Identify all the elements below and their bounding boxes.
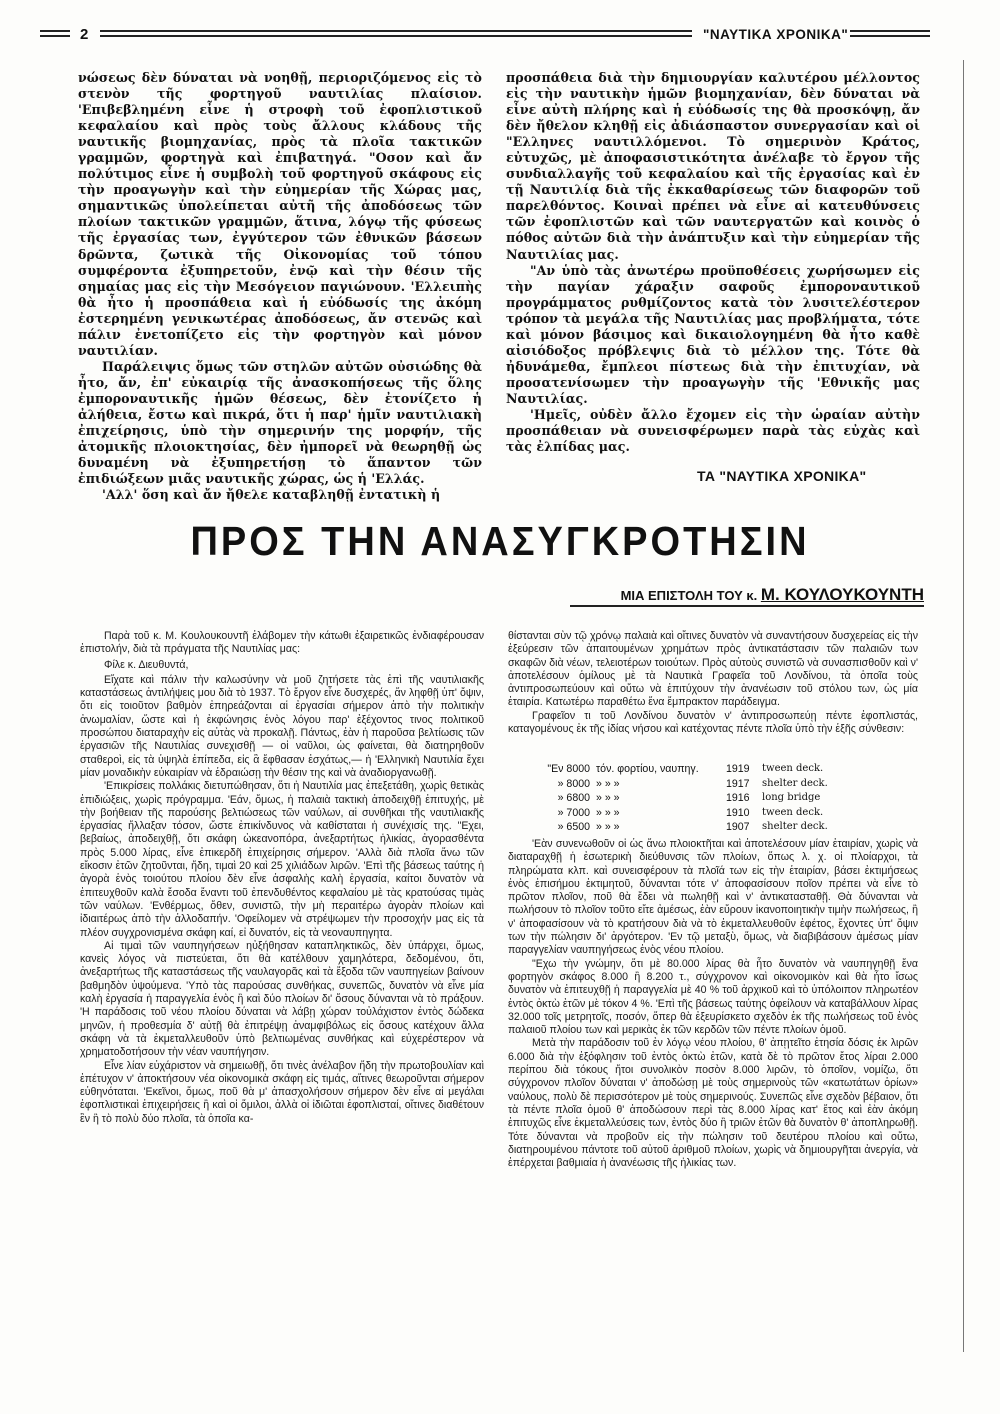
fleet-desc: » » » [596, 806, 620, 819]
fleet-desc: » » » [596, 821, 620, 833]
editorial-signature: ΤΑ "ΝΑΥΤΙΚΑ ΧΡΟΝΙΚΑ" [697, 468, 867, 484]
running-title: "ΝΑΥΤΙΚΑ ΧΡΟΝΙΚΑ" [703, 27, 849, 42]
header-rule-middle-2 [100, 35, 692, 37]
letter-salutation: Φίλε κ. Διευθυντά, [104, 658, 189, 671]
article-paragraph: 'Επικρίσεις πολλάκις διετυπώθησαν, ὅτι ἡ Ναυτιλία μας ἐπεξετάθη, χωρὶς θετικὰς ἐπιδιώξεις, χωρὶς πρόγραμμα. 'Εάν, ὅμως, ἡ παλαιὰ τακτικὴ ἀποδειχθῇ ἐπιτυχής, μὲ τὴν βοήθειαν τῆς παρούσης βελτιώσεως τῶν ναύλων, αἱ συνθῆκαι τῆς ναυτιλιακῆς ἐργασίας ἤλλαξαν τόσον, ὥστε ἐπικίνδυνος νὰ καθίσταται ἡ συνέχισίς της. "Εχει, βεβαίως, ἀποδειχθῇ, ὅτι σκάφη ὠκεανοπόρα, ἀνεξαρτήτως ἡλικίας, ἀγορασθέντα πρὸς 5.000 λίρας, εἶνε ἐπικερδῆ ἐπιχείρησις σήμερον. 'Αλλὰ διὰ πλοῖα ἄνω τῶν εἴκοσιν ἐτῶν ζητοῦνται, ἤδη, τιμαὶ 20 καὶ 25 χιλιάδων λιρῶν. 'Επὶ τῆς βάσεως ταύτης ἡ ἀγορὰ ἑνὸς τοιούτου πλοίου δὲν εἶνε ἀσφαλὴς καλὴ ἐργασία, καίτοι δυνατὸν νὰ ἐπιτευχθοῦν καλὰ ἔσοδα ἔναντι τοῦ ἐπενδυθέντος κεφαλαίου μὲ τὰς κρατούσας τιμὰς τῶν ναύλων. 'Ενθέρμως, ὅθεν, συνιστῶ, τὴν μὴ περαιτέρω ἀγορὰν πλοίων καὶ ἰδιαιτέρως ἀπὸ τὴν ἀλλοδαπήν. 'Οφείλομεν νὰ στρέψωμεν τὴν προσοχήν μας εἰς τὰ πλέον συγχρονισμένα σκάφη καί, εἰ δυνατόν, εἰς τὰ νεοναυπηγητα. [80, 780, 484, 939]
article-paragraph: Μετὰ τὴν παράδοσιν τοῦ ἐν λόγῳ νέου πλοίου, θ' ἀπῃτεῖτο ἐτησία δόσις ἐκ λιρῶν 6.000 διὰ τὴν ἐξόφλησιν τοῦ ἐντὸς ὀκτὼ ἐτῶν, κατὰ δὲ τὸ πρῶτον ἔτος λίραι 2.000 περίπου διὰ τόκους ἤτοι συνολικὸν ποσὸν 8.000 λιρῶν, τὸ ὁποῖον, νομίζω, ὅτι σύγχρονον πλοῖον δύναται ν' ἀποδώσῃ μὲ τοὺς σημερινοὺς τῶν «κατωτάτων ὁρίων» ναύλους, πολὺ δὲ περισσότερον μὲ τοὺς σημερινούς. Συνεπῶς εἶνε σχεδὸν βέβαιον, ὅτι τὰ πέντε πλοῖα ὁμοῦ θ' ἀποδώσουν περὶ τὰς 8.000 λίρας κατ' ἔτος καὶ ἐὰν ἀκόμη ἐπιτυχῶς εἶνε ἐκμεταλλεύσεις των, ἐντὸς δύο ἢ τριῶν ἐτῶν θὰ δυνατὸν θ' ἀποπληρωθῇ. Τότε δύνανται νὰ προβοῦν εἰς τὴν πώλησιν τοῦ δευτέρου πλοίου καὶ οὕτω, διατηρουμένου πάντοτε τοῦ αὐτοῦ ἀριθμοῦ πλοίων, χωρὶς νὰ δημιουργῆται ἀνεργία, νὰ ἐπέρχεται βαθμιαία ἡ ἀνανέωσις τῆς ἡλικίας των. [508, 1037, 918, 1170]
page-edge-line [963, 60, 964, 1352]
fleet-year: 1919 [726, 763, 750, 775]
editorial-right-paragraph: 'Ημεῖς, οὐδὲν ἄλλο ἔχομεν εἰς τὴν ὡραίαν αὐτὴν προσπάθειαν νὰ συνεισφέρωμεν παρὰ τὰς εὐχὰς καὶ τὰς ἐλπίδας μας. [506, 406, 920, 455]
article-paragraph: Εἶνε λίαν εὐχάριστον νὰ σημειωθῇ, ὅτι τινὲς ἀνέλαβον ἤδη τὴν πρωτοβουλίαν καὶ ἐπέτυχον ν' ἀποκτήσουν νέα οἰκονομικὰ σκάφη εἰς τιμάς, αἵτινες θεωροῦνται σήμερον εὐθηνόταται. 'Εκεῖνοι, ὅμως, ποῦ θὰ μ' ἀπασχολήσουν σήμερον δὲν εἶνε αἱ μεγάλαι ἐφοπλιστικαὶ ἐπιχειρήσεις ἢ καὶ οἱ ὅμιλοι, ἀλλὰ οἱ ἰδιῶται ἐφοπλισταί, οἵτινες διαθέτουν ἓν ἢ τὸ πολὺ δύο πλοῖα, τὰ ὁποῖα κα- [80, 1059, 484, 1125]
table-row [532, 806, 912, 821]
subtitle-prefix: ΜΙΑ ΕΠΙΣΤΟΛΗ ΤΟΥ κ. [620, 588, 758, 603]
subtitle-author: Μ. ΚΟΥΛΟΥΚΟΥΝΤΗ [760, 585, 924, 604]
article-right-column-bottom [508, 838, 918, 1170]
editorial-left-paragraph: νώσεως δὲν δύναται νὰ νοηθῇ, περιοριζόμενος εἰς τὸ στενὸν τῆς φορτηγοῦ ναυτιλίας πλαίσιον. 'Επιβεβλημένη εἶνε ἡ στροφὴ τοῦ ἐφοπλιστικοῦ κεφαλαίου καὶ πρὸς τοὺς ἄλλους κλάδους τῆς ναυτικῆς βιομηχανίας, πρὸς τὰ πλοῖα τακτικῶν γραμμῶν, φορτηγὰ καὶ ἐπιβατηγά. "Οσον καὶ ἄν πολύτιμος εἶνε ἡ συμβολὴ τοῦ φορτηγοῦ σκάφους εἰς τὴν προαγωγὴν καὶ τὴν εὐημερίαν τῆς Χώρας μας, σημαντικῶς ὑπολείπεται αὐτῆ τῆς ἀποδόσεως τῶν πλοίων τακτικῶν γραμμῶν, ἅτινα, λόγῳ τῆς φύσεως τῆς ἐργασίας των, ἐγγύτερον τῶν ἐθνικῶν βάσεων δρῶντα, ζωτικὰ τῆς Οἰκονομίας τοῦ τόπου συμφέροντα ἐξυπηρετοῦν, ἐνῷ καὶ τὴν θέσιν τῆς σημαίας μας εἰς τὴν Μεσόγειον παγιώνουν. 'Ελλειπὴς θὰ ἦτο ἡ προσπάθεια καὶ ἡ εὐόδωσίς της ἀκόμη ἐστερημένη γενικωτέρας ἀποδόσεως, ἄν στενῶς καὶ πάλιν ἐνετοπίζετο εἰς τὴν φορτηγὸν καὶ μόνον ναυτιλίαν. [78, 70, 482, 358]
fleet-table [532, 762, 912, 835]
fleet-desc: τόν. φορτίου, ναυπηγ. [596, 763, 699, 775]
editorial-left-column [78, 70, 482, 503]
article-paragraph: Εἴχατε καὶ πάλιν τὴν καλωσύνην νὰ μοῦ ζητήσετε τὰς ἐπὶ τῆς ναυτιλιακῆς καταστάσεως ἀντιλήψεις μου διὰ τὸ 1937. Τὸ ἔργον εἶνε δυσχερές, ἄν ληφθῇ ὑπ' ὄψιν, ὅτι εἰς τοιοῦτον βαθμὸν ἐπηρεάζονται αἱ ἐργασίαι σήμερον ἀπὸ τὴν πολιτικὴν ἀνωμαλίαν, ὥστε καὶ ἡ ἐκφώνησις ἑνὸς λόγου παρ' ἐξέχοντος τινος πολιτικοῦ προσώπου διαταραχὴν εἰς αὐτὰς νὰ προκαλῇ. Πάντως, ἐὰν ἡ παροῦσα βελτίωσις τῶν ἐργασιῶν τῆς Ναυτιλίας συνεχισθῇ — οἱ ναῦλοι, ὡς φαίνεται, θὰ διατηρηθοῦν σταθεροὶ, εἰς τὰ ὑψηλὰ ἐπίπεδα, εἰς ἃ ἔφθασαν ἐσχάτως,— ἡ 'Ελληνικὴ Ναυτιλία ἔχει μίαν μοναδικὴν εὐκαιρίαν νὰ ἑδραιώσῃ τὴν θέσιν της καὶ νὰ ἀναδιοργανωθῇ. [80, 673, 484, 779]
fleet-type: tween deck. [762, 806, 824, 818]
fleet-desc: » » » [596, 777, 620, 790]
fleet-year: 1907 [726, 821, 750, 833]
fleet-year: 1916 [726, 792, 750, 804]
table-row [532, 820, 912, 835]
fleet-type: tween deck. [762, 763, 824, 774]
header-rule-right-2 [850, 35, 930, 37]
table-row [532, 777, 912, 792]
editorial-left-paragraph: Παράλειψις ὅμως τῶν στηλῶν αὐτῶν οὐσιώδης θὰ ἦτο, ἄν, ἐπ' εὐκαιρίᾳ τῆς ἀνασκοπήσεως τῆς ὅλης ἐμποροναυτικῆς ἡμῶν θέσεως, δὲν ἐτονίζετο ἡ ἀλήθεια, ἔστω καὶ πικρά, ὅτι ἡ παρ' ἡμῖν ναυτιλιακὴ ἐπιχείρησις, ὑπὸ τὴν σημερινήν της μορφήν, τῆς ἀτομικῆς πλοιοκτησίας, δὲν ἠμπορεῖ νὰ θεωρηθῇ ὡς δυναμένη νὰ ἐξυπηρετήσῃ τὸ ἅπαντον τῶν ἐπιδιώξεων μιᾶς ναυτικῆς χώρας, ὡς ἡ 'Ελλάς. [78, 358, 482, 487]
table-row [532, 762, 912, 777]
fleet-tons: » 6800 [557, 792, 590, 804]
page-number: 2 [80, 26, 89, 43]
article-title: ΠΡΟΣ ΤΗΝ ΑΝΑΣΥΓΚΡΟΤΗΣΙΝ [190, 519, 810, 565]
editorial-left-paragraph: 'Αλλ' ὅση καὶ ἄν ἤθελε καταβληθῇ ἐντατικὴ ἡ [102, 487, 441, 503]
header-rule-right [850, 30, 930, 32]
article-paragraph: "Εχω τὴν γνώμην, ὅτι μὲ 80.000 λίρας θὰ ἦτο δυνατὸν νὰ ναυπηγηθῇ ἕνα φορτηγὸν σκάφος 8.000 ἢ 8.200 τ., σύγχρονον καὶ οἰκονομικὸν καὶ θὰ ἦτο ἴσως δυνατὸν νὰ ἐπιτευχθῇ ἡ παραγγελία μὲ 40 % τοῦ ἀρχικοῦ καὶ τὸ ὑπόλοιπον πληρωτέον ἐντὸς ὀκτὼ ἐτῶν μὲ τόκον 4 %. 'Επὶ τῆς βάσεως ταύτης ὀφείλουν νὰ καταβάλλουν λίρας 32.000 τοῖς μετρητοῖς, ποσόν, ὅπερ θὰ ἐξευρίσκετο σχεδὸν ἐκ τῆς πωλήσεως τοῦ ἑνὸς παλαιοῦ πλοίου των καὶ μερικὰς ἐκ τῶν κερδῶν τῶν πέντε πλοίων ὁμοῦ. [508, 957, 918, 1037]
fleet-type: shelter deck. [762, 777, 828, 789]
article-paragraph: θίστανται σὺν τῷ χρόνῳ παλαιὰ καὶ οἵτινες δυνατὸν νὰ συναντήσουν δυσχερείας εἰς τὴν ἐξεύρεσιν τῶν ἀπαιτουμένων χρημάτων πρὸς ἀντικατάστασιν τῶν παλαιῶν των σκαφῶν διὰ νέων, τελειοτέρων τοιούτων. Πρὸς αὐτοὺς συνιστῶ νὰ συνασπισθοῦν καὶ ν' ἀποτελέσουν ὁμίλους μὲ τὰ Ναυτικὰ Γραφεῖα τοῦ Λονδίνου, τὰ ὁποῖα τοὺς ἀντιπροσωπεύουν καὶ οὕτω νὰ ἐπιτύχουν τὴν ἀνανέωσιν τοῦ στόλου των, ὡς μία ἑταιρία. Κατωτέρω παραθέτω ἕνα ἔμπρακτον παράδειγμα. [508, 630, 918, 709]
fleet-tons: » 6500 [557, 821, 590, 833]
editorial-right-column [506, 70, 920, 455]
fleet-type: shelter deck. [762, 821, 828, 832]
fleet-year: 1917 [726, 777, 750, 790]
article-right-column-top [508, 630, 918, 736]
editorial-right-paragraph: προσπάθεια διὰ τὴν δημιουργίαν καλυτέρου μέλλοντος εἰς τὴν ναυτικὴν ἡμῶν βιομηχανίαν, δὲν δύναται νὰ εἶνε αὐτὴ πλήρης καὶ ἡ εὐόδωσίς της θὰ προσκόψῃ, ἄν δὲν ἤθελον κληθῇ εἰς ἀδιάσπαστον συνεργασίαν καὶ οἱ "Ελληνες ναυτιλλόμενοι. Τὸ σημερινὸν Κράτος, εὐτυχῶς, μὲ ἀποφασιστικότητα ἀνέλαβε τὸ ἔργον τῆς συνδιαλλαγῆς τοῦ κεφαλαίου καὶ τῆς ἐργασίας καὶ ἐν τῇ Ναυτιλίᾳ διὰ τῆς ἐκκαθαρίσεως τῶν διαφορῶν τοῦ παρελθόντος. Κοιναὶ πρέπει νὰ εἶνε αἱ κατευθύνσεις τῶν ἐφοπλιστῶν καὶ τῶν ναυτεργατῶν καὶ κοινὸς ὁ πόθος αὐτῶν διὰ τὴν ἀνάπτυξιν καὶ τὴν εὐημερίαν τῆς Ναυτιλίας μας. [506, 70, 920, 262]
header-rule-left-short-2 [40, 35, 70, 37]
table-row [532, 791, 912, 806]
fleet-year: 1910 [726, 806, 750, 819]
subtitle-rule [570, 605, 924, 607]
fleet-tons: » 7000 [557, 806, 590, 819]
article-paragraph: 'Εὰν συνενωθοῦν οἱ ὡς ἄνω πλοιοκτῆται καὶ ἀποτελέσουν μίαν ἑταιρίαν, χωρὶς νὰ διαταραχθῇ ἡ ἐσωτερικὴ διεύθυνσις τῶν πλοίων, ὅπως λ. χ. οἱ πλοίαρχοι, τὰ πληρώματα κλπ. καὶ συνεισφέρουν τὰ πλοῖά των εἰς τὴν ἑταιρίαν, βάσει ἐκτιμήσεως ἑνὸς ἐπισήμου ἐκτιμητοῦ, δύνανται τότε ν' ἀποφασίσουν ποῖον πρέπει νὰ εἶνε τὸ πρῶτον πλοῖον, ποῦ θὰ ἔδει νὰ πωληθῇ καὶ ν' ἀντικατασταθῇ. Θὰ δύνανται νὰ πωλήσουν τὸ πλοῖον τοῦτο εἴτε ἀμέσως, ἐὰν εὕρουν ἱκανοποιητικὴν τιμὴν πωλήσεως, ἢ ν' ἀποφασίσουν νὰ τὸ κρατήσουν διὰ νὰ τὸ ἐκμεταλλευθοῦν ἐφέτος, ἔχοντες ὑπ' ὄψιν των τὴν πώλησιν δι' ἀργότερον. 'Εν τῷ μεταξὺ, ὅμως, νὰ διαβιβάσουν ἀμέσως μίαν παραγγελίαν ναυπηγήσεως ἑνὸς νέου πλοίου. [508, 838, 918, 957]
header-rule-middle [100, 30, 692, 32]
fleet-type: long bridge [762, 792, 821, 803]
article-left-column [80, 630, 484, 1126]
article-subtitle [621, 585, 924, 605]
article-paragraph: Αἱ τιμαὶ τῶν ναυπηγήσεων ηὐξήθησαν καταπληκτικῶς, δὲν ὑπάρχει, ὅμως, κανεὶς λόγος νὰ πιστεύεται, ὅτι θὰ κατέλθουν χαμηλότερα, δεδομένου, ὅτι, ἀνεξαρτήτως τῆς καταστάσεως τῆς ναυλαγορᾶς καὶ τὰ ἔξοδα τῶν ναυπηγείων βαίνουν βαθμηδὸν ὑψούμενα. 'Υπὸ τὰς παρούσας συνθήκας, συνεπῶς, δυνατὸν νὰ εἶνε μία καλὴ ἐργασία ἡ παραγγελία ἑνὸς ἢ καὶ δύο πλοίων δι' ὅσους δύνανται νὰ τὸ πράξουν. 'Η παράδοσις τοῦ νέου πλοίου δύναται νὰ λάβῃ χώραν τοὐλάχιστον ἐντὸς δώδεκα μηνῶν, ἡ προθεσμία δ' αὐτῇ θὰ ἐπιτρέψῃ ἀναμφιβόλως εἰς ὅσους κατέχουν ἄλλα σκάφη νὰ τὰ ἐκμεταλλευθοῦν ὑπὸ βελτιωμένας συνθήκας καὶ εὐχερέστερον νὰ χρηματοδοτήσουν τὴν νέαν ναυπήγησιν. [80, 939, 484, 1059]
fleet-tons: "Εν 8000 [547, 763, 590, 775]
editorial-right-paragraph: "Αν ὑπὸ τὰς ἀνωτέρω προϋποθέσεις χωρήσωμεν εἰς τὴν παγίαν χάραξιν σαφοῦς ἐμποροναυτικοῦ προγράμματος ρυθμίζοντος κατὰ τὸν λυσιτελέστερον τρόπον τὰ μεγάλα τῆς Ναυτιλίας μας προβλήματα, τότε καὶ μόνον βάσιμος καὶ δικαιολογημένη θὰ ἦτο καθὲ αἰσιόδοξος πρόβλεψις διὰ τὸ μέλλον της. Τότε θὰ ἠδυνάμεθα, ἔμπλεοι πίστεως διὰ τὴν ἐπιτυχίαν, νὰ προσατενίσωμεν τὴν προαγωγὴν τῆς 'Εθνικῆς μας Ναυτιλίας. [506, 262, 920, 406]
article-paragraph: Παρὰ τοῦ κ. Μ. Κουλουκουντῆ ἐλάβομεν τὴν κάτωθι ἐξαιρετικῶς ἐνδιαφέρουσαν ἐπιστολήν, διὰ τὰ πράγματα τῆς Ναυτιλίας μας: [80, 630, 484, 656]
article-paragraph: Γραφεῖον τι τοῦ Λονδίνου δυνατὸν ν' ἀντιπροσωπεύῃ πέντε ἐφοπλιστάς, καταγομένους ἐκ τῆς ἰδίας νήσου καὶ κατέχοντας πέντε πλοῖα ὑπὸ τὴν ἑξῆς σύνθεσιν: [508, 709, 918, 736]
fleet-desc: » » » [596, 792, 620, 804]
fleet-tons: » 8000 [557, 777, 590, 790]
header-rule-left-short [40, 30, 70, 32]
